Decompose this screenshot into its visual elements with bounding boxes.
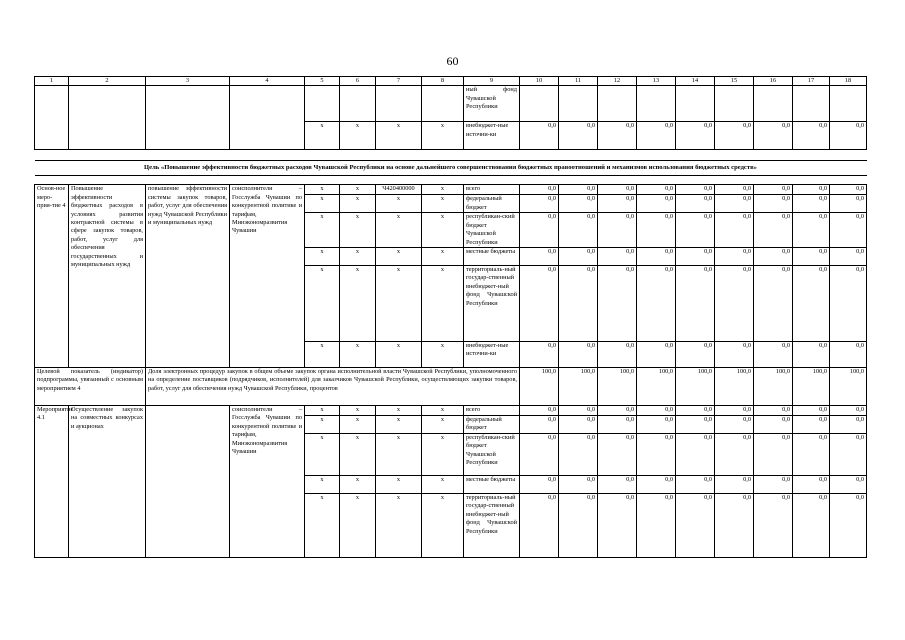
funding-source: территориаль-ный государ-ственный внебюджет-ный фонд Чувашской Республики [464,494,520,558]
measure-name: Повышение эффективности бюджетных расходов в условиях развития контрактной системы в сфере закупок товаров, работ, услуг для обеспечения государственных и муниципальных нужд [69,185,146,368]
value-cell: 0,0 [830,434,867,476]
value-cell: 0,0 [793,406,830,416]
value-cell: 0,0 [520,434,559,476]
col5-cell: x [305,342,340,368]
value-cell: 0,0 [559,248,598,266]
funding-source: всего [464,185,520,195]
col8-cell: x [422,122,464,150]
value-cell: 0,0 [676,434,715,476]
col5-cell [305,86,340,122]
value-cell: 0,0 [715,342,754,368]
gap-row [35,176,867,185]
value-cell [598,86,637,122]
value-cell: 0,0 [754,213,793,248]
spacer [35,150,867,161]
col7-cell: x [376,266,422,342]
funding-source: ный фонд Чувашской Республики [464,86,520,122]
column-header: 3 [146,77,230,86]
funding-source: внебюджет-ные источни-ки [464,122,520,150]
value-cell: 0,0 [715,122,754,150]
measure-goal [146,406,230,558]
measure-number: Основ-ное меро-прия-тие 4 [35,185,69,368]
col6-cell: x [340,213,376,248]
value-cell: 0,0 [676,406,715,416]
measure-number: Мероприятие 4.1 [35,406,69,558]
col6-cell [340,86,376,122]
column-header: 16 [754,77,793,86]
value-cell: 0,0 [676,416,715,434]
measure-name: Осуществление закупок на совместных конкурсах и аукционах [69,406,146,558]
col8-cell: x [422,406,464,416]
value-cell: 0,0 [520,476,559,494]
value-cell: 0,0 [637,476,676,494]
value-cell: 0,0 [637,185,676,195]
value-cell: 0,0 [715,494,754,558]
funding-source: федеральный бюджет [464,416,520,434]
col5-cell: x [305,248,340,266]
value-cell [830,86,867,122]
col8-cell: x [422,195,464,213]
goal-row [35,161,867,176]
col6-cell: x [340,185,376,195]
col6-cell: x [340,406,376,416]
col5-cell: x [305,434,340,476]
col5-cell: x [305,185,340,195]
value-cell: 0,0 [637,434,676,476]
value-cell: 0,0 [715,185,754,195]
value-cell [520,86,559,122]
funding-source: республикан-ский бюджет Чувашской Республики [464,213,520,248]
value-cell: 0,0 [637,248,676,266]
value-cell: 0,0 [676,122,715,150]
value-cell: 0,0 [715,213,754,248]
gap-row [35,150,867,161]
value-cell: 0,0 [559,494,598,558]
col5-cell: x [305,406,340,416]
value-cell: 0,0 [598,342,637,368]
col6-cell: x [340,416,376,434]
value-cell: 0,0 [598,195,637,213]
value-cell: 0,0 [637,342,676,368]
value-cell: 0,0 [637,213,676,248]
column-header: 17 [793,77,830,86]
value-cell: 0,0 [520,266,559,342]
value-cell: 0,0 [793,494,830,558]
col7-cell: x [376,406,422,416]
indicator-value: 100,0 [715,368,754,406]
col8-cell: x [422,342,464,368]
column-header: 7 [376,77,422,86]
col6-cell: x [340,494,376,558]
value-cell: 0,0 [559,213,598,248]
value-cell: 0,0 [598,494,637,558]
header-row [35,77,867,86]
value-cell: 0,0 [793,213,830,248]
col6-cell: x [340,122,376,150]
measure-4-row [35,185,867,195]
value-cell [559,86,598,122]
column-header: 10 [520,77,559,86]
col8-cell: x [422,476,464,494]
indicator-value: 100,0 [520,368,559,406]
col5-cell: x [305,195,340,213]
value-cell: 0,0 [676,195,715,213]
value-cell [754,86,793,122]
col8-cell: x [422,266,464,342]
value-cell: 0,0 [676,185,715,195]
indicator-label: Целевой показатель (индикатор) подпрограммы, увязанный с основным мероприятием 4 [35,368,146,406]
value-cell: 0,0 [715,266,754,342]
col7-cell: x [376,416,422,434]
funding-source: территориаль-ный государ-ственный внебюджет-ный фонд Чувашской Республики [464,266,520,342]
value-cell: 0,0 [793,266,830,342]
col8-cell: x [422,434,464,476]
column-header: 15 [715,77,754,86]
column-header: 8 [422,77,464,86]
continuation-cell [69,86,146,150]
value-cell: 0,0 [754,406,793,416]
col7-cell: x [376,494,422,558]
value-cell: 0,0 [598,248,637,266]
goal-text: Цель «Повышение эффективности бюджетных расходов Чувашской Республики на основе дальнейшего совершенствования бюджетных правоотношений и механизмов использования бюджетных средств» [35,161,867,176]
value-cell: 0,0 [793,122,830,150]
value-cell: 0,0 [715,248,754,266]
column-header: 5 [305,77,340,86]
col5-cell: x [305,416,340,434]
col8-cell: x [422,213,464,248]
value-cell: 0,0 [598,406,637,416]
funding-source: федеральный бюджет [464,195,520,213]
value-cell: 0,0 [598,185,637,195]
value-cell: 0,0 [754,494,793,558]
value-cell: 0,0 [830,195,867,213]
value-cell: 0,0 [830,248,867,266]
funding-source: местные бюджеты [464,476,520,494]
value-cell: 0,0 [754,416,793,434]
column-header: 1 [35,77,69,86]
value-cell: 0,0 [559,406,598,416]
value-cell: 0,0 [676,266,715,342]
value-cell: 0,0 [793,342,830,368]
column-header: 14 [676,77,715,86]
funding-source: внебюджет-ные источни-ки [464,342,520,368]
value-cell [793,86,830,122]
value-cell: 0,0 [598,476,637,494]
value-cell: 0,0 [520,342,559,368]
value-cell: 0,0 [520,213,559,248]
value-cell: 0,0 [559,476,598,494]
col7-cell: x [376,434,422,476]
col5-cell: x [305,476,340,494]
value-cell: 0,0 [715,195,754,213]
value-cell: 0,0 [637,416,676,434]
value-cell: 0,0 [793,416,830,434]
value-cell: 0,0 [559,434,598,476]
value-cell: 0,0 [830,406,867,416]
value-cell: 0,0 [637,122,676,150]
spacer [35,176,867,185]
col5-cell: x [305,266,340,342]
measure-goal: повышение эффективности системы закупок товаров, работ, услуг для обеспечения нужд Чувашской Республики и муниципальных нужд [146,185,230,368]
col6-cell: x [340,248,376,266]
value-cell: 0,0 [830,342,867,368]
value-cell: 0,0 [676,494,715,558]
col6-cell: x [340,266,376,342]
col6-cell: x [340,342,376,368]
col7-cell: x [376,476,422,494]
col8-cell [422,86,464,122]
value-cell: 0,0 [520,195,559,213]
value-cell: 0,0 [754,195,793,213]
column-header: 4 [230,77,305,86]
value-cell [676,86,715,122]
measure-executors: соисполнители – Госслужба Чувашии по конкурентной политике и тарифам, Минэкономразвития Чувашии [230,406,305,558]
funding-source: всего [464,406,520,416]
value-cell: 0,0 [520,494,559,558]
value-cell: 0,0 [520,122,559,150]
value-cell: 0,0 [793,195,830,213]
indicator-text: Доля электронных процедур закупок в общем объеме закупок органа исполнительной власти Чувашской Республики, уполномоченного на определение поставщиков (подрядчиков, исполнителей) для заказчиков Чувашской Республики, осуществляющих закупки товаров, работ, услуг для обеспечения нужд Чувашской Республики, процентов [146,368,520,406]
value-cell: 0,0 [559,185,598,195]
value-cell: 0,0 [715,476,754,494]
value-cell [715,86,754,122]
value-cell: 0,0 [598,434,637,476]
value-cell: 0,0 [830,185,867,195]
value-cell: 0,0 [598,122,637,150]
value-cell: 0,0 [793,248,830,266]
value-cell: 0,0 [830,494,867,558]
indicator-value: 100,0 [676,368,715,406]
column-header: 6 [340,77,376,86]
value-cell: 0,0 [754,342,793,368]
value-cell: 0,0 [598,213,637,248]
page-number: 60 [446,54,459,68]
column-header: 11 [559,77,598,86]
value-cell: 0,0 [830,416,867,434]
column-header: 12 [598,77,637,86]
measure-4-1-row [35,406,867,416]
value-cell: 0,0 [754,434,793,476]
value-cell: 0,0 [754,476,793,494]
value-cell: 0,0 [715,416,754,434]
value-cell: 0,0 [676,476,715,494]
col5-cell: x [305,494,340,558]
col6-cell: x [340,434,376,476]
value-cell: 0,0 [754,248,793,266]
indicator-value: 100,0 [637,368,676,406]
indicator-row [35,368,867,406]
column-header: 13 [637,77,676,86]
value-cell: 0,0 [715,406,754,416]
value-cell: 0,0 [520,185,559,195]
indicator-value: 100,0 [830,368,867,406]
column-header: 18 [830,77,867,86]
value-cell: 0,0 [676,342,715,368]
column-header: 9 [464,77,520,86]
value-cell: 0,0 [559,416,598,434]
column-header: 2 [69,77,146,86]
indicator-value: 100,0 [559,368,598,406]
col7-cell: x [376,195,422,213]
value-cell: 0,0 [637,195,676,213]
value-cell: 0,0 [754,122,793,150]
funding-source: местные бюджеты [464,248,520,266]
value-cell: 0,0 [715,434,754,476]
col8-cell: x [422,248,464,266]
value-cell: 0,0 [559,195,598,213]
col6-cell: x [340,195,376,213]
value-cell: 0,0 [676,248,715,266]
value-cell: 0,0 [520,416,559,434]
measure-executors: соисполнители – Госслужба Чувашии по конкурентной политике и тарифам, Минэкономразвития Чувашии [230,185,305,368]
indicator-value: 100,0 [793,368,830,406]
value-cell: 0,0 [520,406,559,416]
col7-cell [376,86,422,122]
col8-cell: x [422,416,464,434]
continuation-cell [35,86,69,150]
col8-cell: x [422,494,464,558]
value-cell: 0,0 [754,266,793,342]
value-cell: 0,0 [793,476,830,494]
value-cell: 0,0 [637,406,676,416]
value-cell: 0,0 [830,213,867,248]
col5-cell: x [305,122,340,150]
value-cell: 0,0 [598,266,637,342]
funding-source: республикан-ский бюджет Чувашской Республики [464,434,520,476]
col5-cell: x [305,213,340,248]
value-cell [637,86,676,122]
value-cell: 0,0 [754,185,793,195]
value-cell: 0,0 [637,266,676,342]
value-cell: 0,0 [520,248,559,266]
value-cell: 0,0 [830,122,867,150]
indicator-value: 100,0 [754,368,793,406]
value-cell: 0,0 [559,342,598,368]
value-cell: 0,0 [559,266,598,342]
col7-cell: x [376,122,422,150]
col6-cell: x [340,476,376,494]
continuation-row [35,86,867,122]
value-cell: 0,0 [830,266,867,342]
col7-cell: x [376,213,422,248]
value-cell: 0,0 [637,494,676,558]
col7-cell: x [376,342,422,368]
col7-cell: Ч420400000 [376,185,422,195]
value-cell: 0,0 [676,213,715,248]
value-cell: 0,0 [793,434,830,476]
col8-cell: x [422,185,464,195]
continuation-cell [230,86,305,150]
value-cell: 0,0 [793,185,830,195]
indicator-value: 100,0 [598,368,637,406]
value-cell: 0,0 [559,122,598,150]
continuation-cell [146,86,230,150]
value-cell: 0,0 [598,416,637,434]
budget-table [34,76,867,558]
col7-cell: x [376,248,422,266]
value-cell: 0,0 [830,476,867,494]
